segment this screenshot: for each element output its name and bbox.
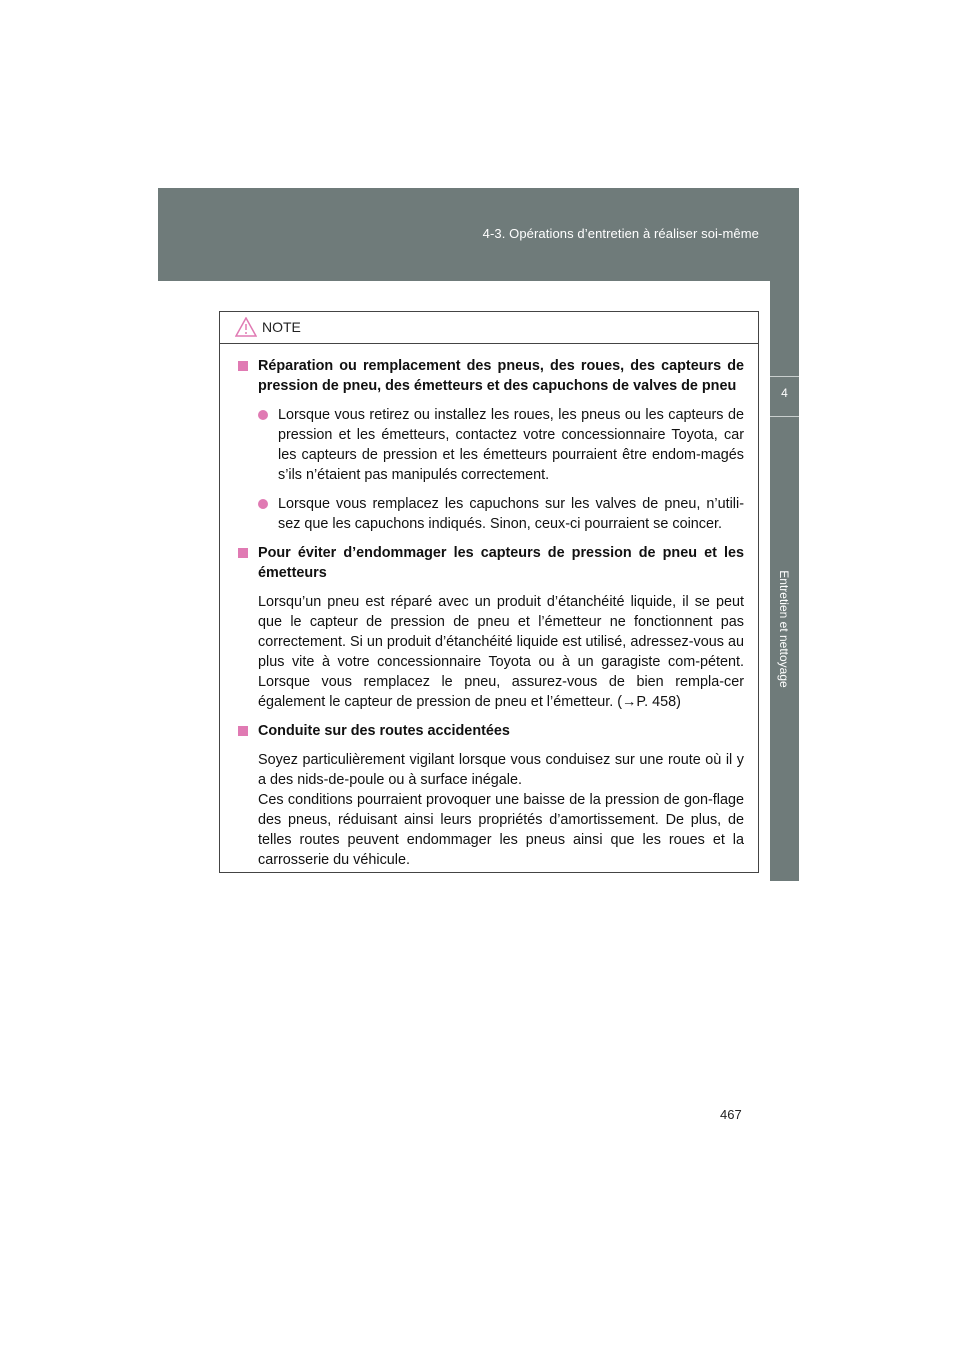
section-heading-text: Conduite sur des routes accidentées bbox=[258, 723, 510, 739]
square-bullet-icon bbox=[238, 548, 248, 558]
list-item bbox=[238, 494, 744, 534]
square-bullet-icon bbox=[238, 361, 248, 371]
warning-triangle-icon bbox=[235, 317, 257, 337]
section-heading-text: Réparation ou remplacement des pneus, des roues, des capteurs de pression de pneu, des émetteurs et des capuchons de valves de pneu bbox=[258, 358, 744, 394]
section-title: 4-3. Opérations d’entretien à réaliser soi-même bbox=[482, 226, 759, 241]
square-bullet-icon bbox=[238, 726, 248, 736]
chapter-label: Entretien et nettoyage bbox=[777, 570, 791, 688]
note-box bbox=[219, 311, 759, 873]
round-bullet-icon bbox=[258, 499, 268, 509]
section-heading-text: Pour éviter d’endommager les capteurs de pression de pneu et les émetteurs bbox=[258, 545, 744, 581]
note-header bbox=[220, 312, 758, 344]
paragraph: Soyez particulièrement vigilant lorsque vous conduisez sur une route où il y a des nids-de-poule ou à surface inégale. bbox=[258, 752, 744, 788]
note-title: NOTE bbox=[262, 319, 301, 335]
divider bbox=[770, 416, 799, 417]
list-item-text: Lorsque vous remplacez les capuchons sur les valves de pneu, n’utili-sez que les capuchons indiqués. Sinon, ceux-ci pourraient se coincer. bbox=[278, 496, 744, 532]
section-heading bbox=[238, 356, 744, 396]
note-body bbox=[220, 344, 758, 870]
section-heading bbox=[238, 721, 744, 741]
page-number: 467 bbox=[720, 1107, 742, 1122]
paragraph: Lorsqu’un pneu est réparé avec un produit d’étanchéité liquide, il se peut que le capteur de pression de pneu et l’émetteur ne fonctionnent pas correctement. Si un produit d’étanchéité liquide est utilisé, adressez-vous au plus vite à votre concessionnaire Toyota ou à un garagiste com-pétent. Lorsque vous remplacez le pneu, assurez-vous de bien rempla-cer également le capteur de pression de pneu et l’émetteur. (→P. 458) bbox=[258, 594, 744, 710]
list-item bbox=[238, 405, 744, 485]
chapter-side-tab bbox=[770, 281, 799, 881]
chapter-number: 4 bbox=[781, 386, 788, 400]
header-band bbox=[158, 188, 799, 281]
section-heading bbox=[238, 543, 744, 583]
round-bullet-icon bbox=[258, 410, 268, 420]
divider bbox=[770, 376, 799, 377]
paragraph: Ces conditions pourraient provoquer une baisse de la pression de gon-flage des pneus, réduisant ainsi leurs propriétés d’amortissement. De plus, de telles routes peuvent endommager les pneus ainsi que les roues et la carrosserie du véhicule. bbox=[258, 792, 744, 868]
list-item-text: Lorsque vous retirez ou installez les roues, les pneus ou les capteurs de pression et les émetteurs, contactez votre concessionnaire Toyota, car les capteurs de pression et les émetteurs pourraient être endom-magés s’ils n’étaient pas manipulés correctement. bbox=[278, 407, 744, 483]
